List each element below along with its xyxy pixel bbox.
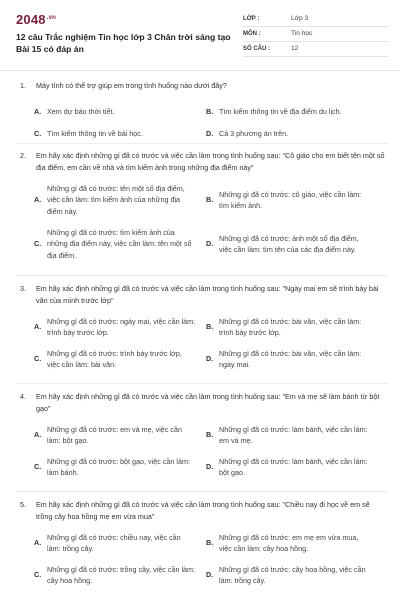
option-letter: C. bbox=[34, 128, 42, 138]
option-letter: B. bbox=[206, 322, 214, 332]
question-body: Em hãy xác định những gì đã có trước và việc cần làm trong tình huống sau: "Ngày mai em sẽ trình bày bài văn của mình trước lớp" bbox=[36, 284, 379, 305]
option-letter: D. bbox=[206, 239, 214, 249]
option-text: Những gì đã có trước: bài văn, việc cần làm: trình bày trước lớp. bbox=[219, 316, 362, 337]
question-body: Em hãy xác định những gì đã có trước và việc cần làm trong tình huống sau: "Cô giáo cho em biết tên một số địa điểm, em cần về nhà và tìm kiếm ảnh trong những địa điểm này" bbox=[36, 151, 385, 172]
options bbox=[16, 422, 388, 480]
meta-table bbox=[243, 12, 388, 57]
options bbox=[16, 101, 388, 145]
option-text: Những gì đã có trước: ngày mai, việc cần làm: trình bày trước lớp. bbox=[47, 316, 196, 337]
question-separator bbox=[16, 383, 388, 384]
option-letter: A. bbox=[34, 106, 42, 116]
option-a[interactable] bbox=[34, 101, 206, 123]
question-body: Máy tính có thể trợ giúp em trong tình huống nào dưới đây? bbox=[36, 81, 227, 90]
option-letter: A. bbox=[34, 322, 42, 332]
option-d[interactable] bbox=[206, 454, 378, 480]
option-letter: D. bbox=[206, 462, 214, 472]
option-d[interactable] bbox=[206, 123, 378, 145]
question-text bbox=[16, 391, 388, 414]
option-letter: D. bbox=[206, 128, 214, 138]
meta-row-subject bbox=[243, 27, 388, 42]
option-text: Những gì đã có trước: cây hoa hồng, việc cần làm: trồng cây. bbox=[219, 564, 366, 585]
question-body: Em hãy xác định những gì đã có trước và việc cần làm trong tình huống sau: "Em và mẹ sẽ làm bánh từ bột gạo" bbox=[36, 392, 380, 413]
option-text: Những gì đã có trước: cô giáo, việc cần làm: tìm kiếm ảnh. bbox=[219, 189, 362, 210]
option-letter: B. bbox=[206, 106, 214, 116]
question-5 bbox=[16, 499, 388, 588]
page-title: 12 câu Trắc nghiệm Tin học lớp 3 Chân trời sáng tạo Bài 15 có đáp án bbox=[16, 32, 231, 54]
question-2 bbox=[16, 150, 388, 263]
option-c[interactable] bbox=[34, 454, 206, 480]
logo-suffix: .vn bbox=[46, 14, 57, 21]
option-a[interactable] bbox=[34, 181, 206, 219]
question-number: 5. bbox=[20, 500, 26, 509]
options bbox=[16, 530, 388, 588]
option-text: Những gì đã có trước: tên một số địa điểm, việc cần làm: tìm kiếm ảnh của những địa điểm này. bbox=[47, 183, 185, 216]
option-text: Những gì đã có trước: tìm kiếm ảnh của những địa điểm này, việc cần làm: tên một số địa điểm. bbox=[47, 227, 192, 260]
option-text: Những gì đã có trước: ảnh một số địa điểm, việc cần làm: tìm tên của các địa điểm này. bbox=[219, 233, 359, 254]
option-letter: C. bbox=[34, 462, 42, 472]
option-b[interactable] bbox=[206, 101, 378, 123]
question-text bbox=[16, 499, 388, 522]
option-text: Cả 3 phương án trên. bbox=[219, 128, 289, 138]
question-3 bbox=[16, 283, 388, 372]
option-text: Những gì đã có trước: em mẹ em vừa mua, việc cần làm: cây hoa hồng. bbox=[219, 532, 359, 553]
option-text: Tìm kiếm thông tin về bài học. bbox=[47, 128, 143, 138]
question-text bbox=[16, 150, 388, 173]
options bbox=[16, 181, 388, 263]
header-divider bbox=[0, 70, 400, 71]
option-text: Những gì đã có trước: làm bánh, việc cần làm: bột gạo. bbox=[219, 456, 368, 477]
options bbox=[16, 314, 388, 372]
question-separator bbox=[16, 275, 388, 276]
question-number: 1. bbox=[20, 81, 26, 90]
option-text: Những gì đã có trước: làm bánh, việc cần làm: em và mẹ. bbox=[219, 424, 368, 445]
option-text: Những gì đã có trước: chiều nay, việc cần làm: trồng cây. bbox=[47, 532, 181, 553]
question-4 bbox=[16, 391, 388, 480]
option-text: Những gì đã có trước: trồng cây, việc cần làm: cây hoa hồng. bbox=[47, 564, 196, 585]
meta-row-count bbox=[243, 42, 388, 57]
page-header bbox=[16, 12, 388, 64]
option-letter: C. bbox=[34, 354, 42, 364]
option-b[interactable] bbox=[206, 181, 378, 219]
option-letter: A. bbox=[34, 538, 42, 548]
option-letter: B. bbox=[206, 538, 214, 548]
logo-text: 2048 bbox=[16, 12, 46, 27]
meta-label: MÔN : bbox=[243, 31, 261, 37]
option-text: Xem dự báo thời tiết. bbox=[47, 106, 115, 116]
option-letter: D. bbox=[206, 570, 214, 580]
option-letter: A. bbox=[34, 430, 42, 440]
option-b[interactable] bbox=[206, 314, 378, 340]
option-letter: D. bbox=[206, 354, 214, 364]
option-d[interactable] bbox=[206, 346, 378, 372]
meta-value: 12 bbox=[291, 45, 299, 52]
option-text: Những gì đã có trước: trình bày trước lớp, việc cần làm: bài văn. bbox=[47, 348, 182, 369]
option-c[interactable] bbox=[34, 123, 206, 145]
option-c[interactable] bbox=[34, 346, 206, 372]
option-d[interactable] bbox=[206, 562, 378, 588]
option-text: Những gì đã có trước: em và mẹ, việc cần làm: bột gạo. bbox=[47, 424, 182, 445]
option-letter: B. bbox=[206, 430, 214, 440]
option-b[interactable] bbox=[206, 530, 378, 556]
option-d[interactable] bbox=[206, 225, 378, 263]
meta-value: Lớp 3 bbox=[291, 15, 309, 22]
question-body: Em hãy xác định những gì đã có trước và việc cần làm trong tình huống sau: "Chiều nay đi học về em sẽ trồng cây hoa hồng mẹ em vừa mua" bbox=[36, 500, 370, 521]
meta-label: SỐ CÂU : bbox=[243, 46, 270, 52]
option-a[interactable] bbox=[34, 530, 206, 556]
option-letter: C. bbox=[34, 570, 42, 580]
option-c[interactable] bbox=[34, 225, 206, 263]
meta-row-class bbox=[243, 12, 388, 27]
question-text bbox=[16, 80, 388, 92]
question-number: 4. bbox=[20, 392, 26, 401]
site-logo[interactable] bbox=[16, 12, 56, 27]
option-letter: B. bbox=[206, 195, 214, 205]
question-text bbox=[16, 283, 388, 306]
option-text: Tìm kiếm thông tin về địa điểm du lịch. bbox=[219, 106, 342, 116]
option-c[interactable] bbox=[34, 562, 206, 588]
question-1 bbox=[16, 80, 388, 145]
question-separator bbox=[16, 491, 388, 492]
meta-value: Tin học bbox=[291, 30, 313, 37]
option-b[interactable] bbox=[206, 422, 378, 448]
meta-label: LỚP : bbox=[243, 16, 260, 22]
question-separator bbox=[16, 143, 388, 144]
question-number: 2. bbox=[20, 151, 26, 160]
question-number: 3. bbox=[20, 284, 26, 293]
option-letter: C. bbox=[34, 239, 42, 249]
option-text: Những gì đã có trước: bột gạo, việc cần làm: làm bánh. bbox=[47, 456, 190, 477]
option-text: Những gì đã có trước: bài văn, việc cần làm: ngày mai. bbox=[219, 348, 362, 369]
option-a[interactable] bbox=[34, 422, 206, 448]
option-a[interactable] bbox=[34, 314, 206, 340]
option-letter: A. bbox=[34, 195, 42, 205]
